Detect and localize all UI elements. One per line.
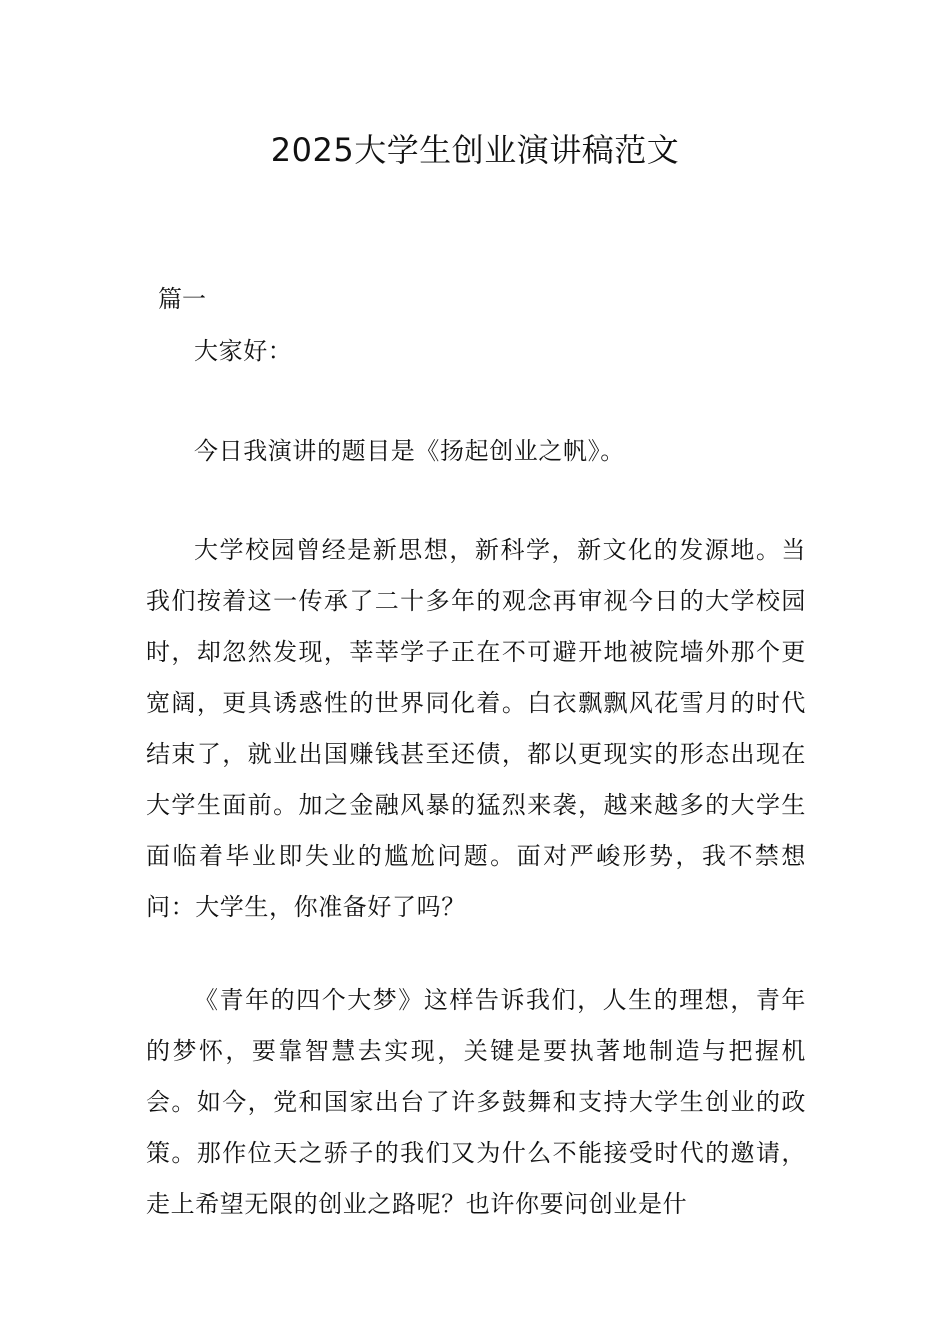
greeting-line: 大家好： [194,337,293,365]
document-title: 2025大学生创业演讲稿范文 [270,131,680,169]
section-label: 篇一 [158,285,206,313]
paragraph-dreams: 《青年的四个大梦》这样告诉我们，人生的理想，青年的梦怀，要靠智慧去实现，关键是要执著地制造与把握机会。如今，党和国家出台了许多鼓舞和支持大学生创业的政策。那作位天之骄子的我们又为什么不能接受时代的邀请，走上希望无限的创业之路呢？也许你要问创业是什 [146,986,806,1218]
paragraph-campus: 大学校园曾经是新思想，新科学，新文化的发源地。当我们按着这一传承了二十多年的观念再审视今日的大学校园时，却忽然发现，莘莘学子正在不可避开地被院墙外那个更宽阔，更具诱惑性的世界同化着。白衣飘飘风花雪月的时代结束了，就业出国赚钱甚至还债，都以更现实的形态出现在大学生面前。加之金融风暴的猛烈来袭，越来越多的大学生面临着毕业即失业的尴尬问题。面对严峻形势，我不禁想问：大学生，你准备好了吗？ [146,536,806,921]
paragraph-topic: 今日我演讲的题目是《扬起创业之帆》。 [194,437,625,465]
